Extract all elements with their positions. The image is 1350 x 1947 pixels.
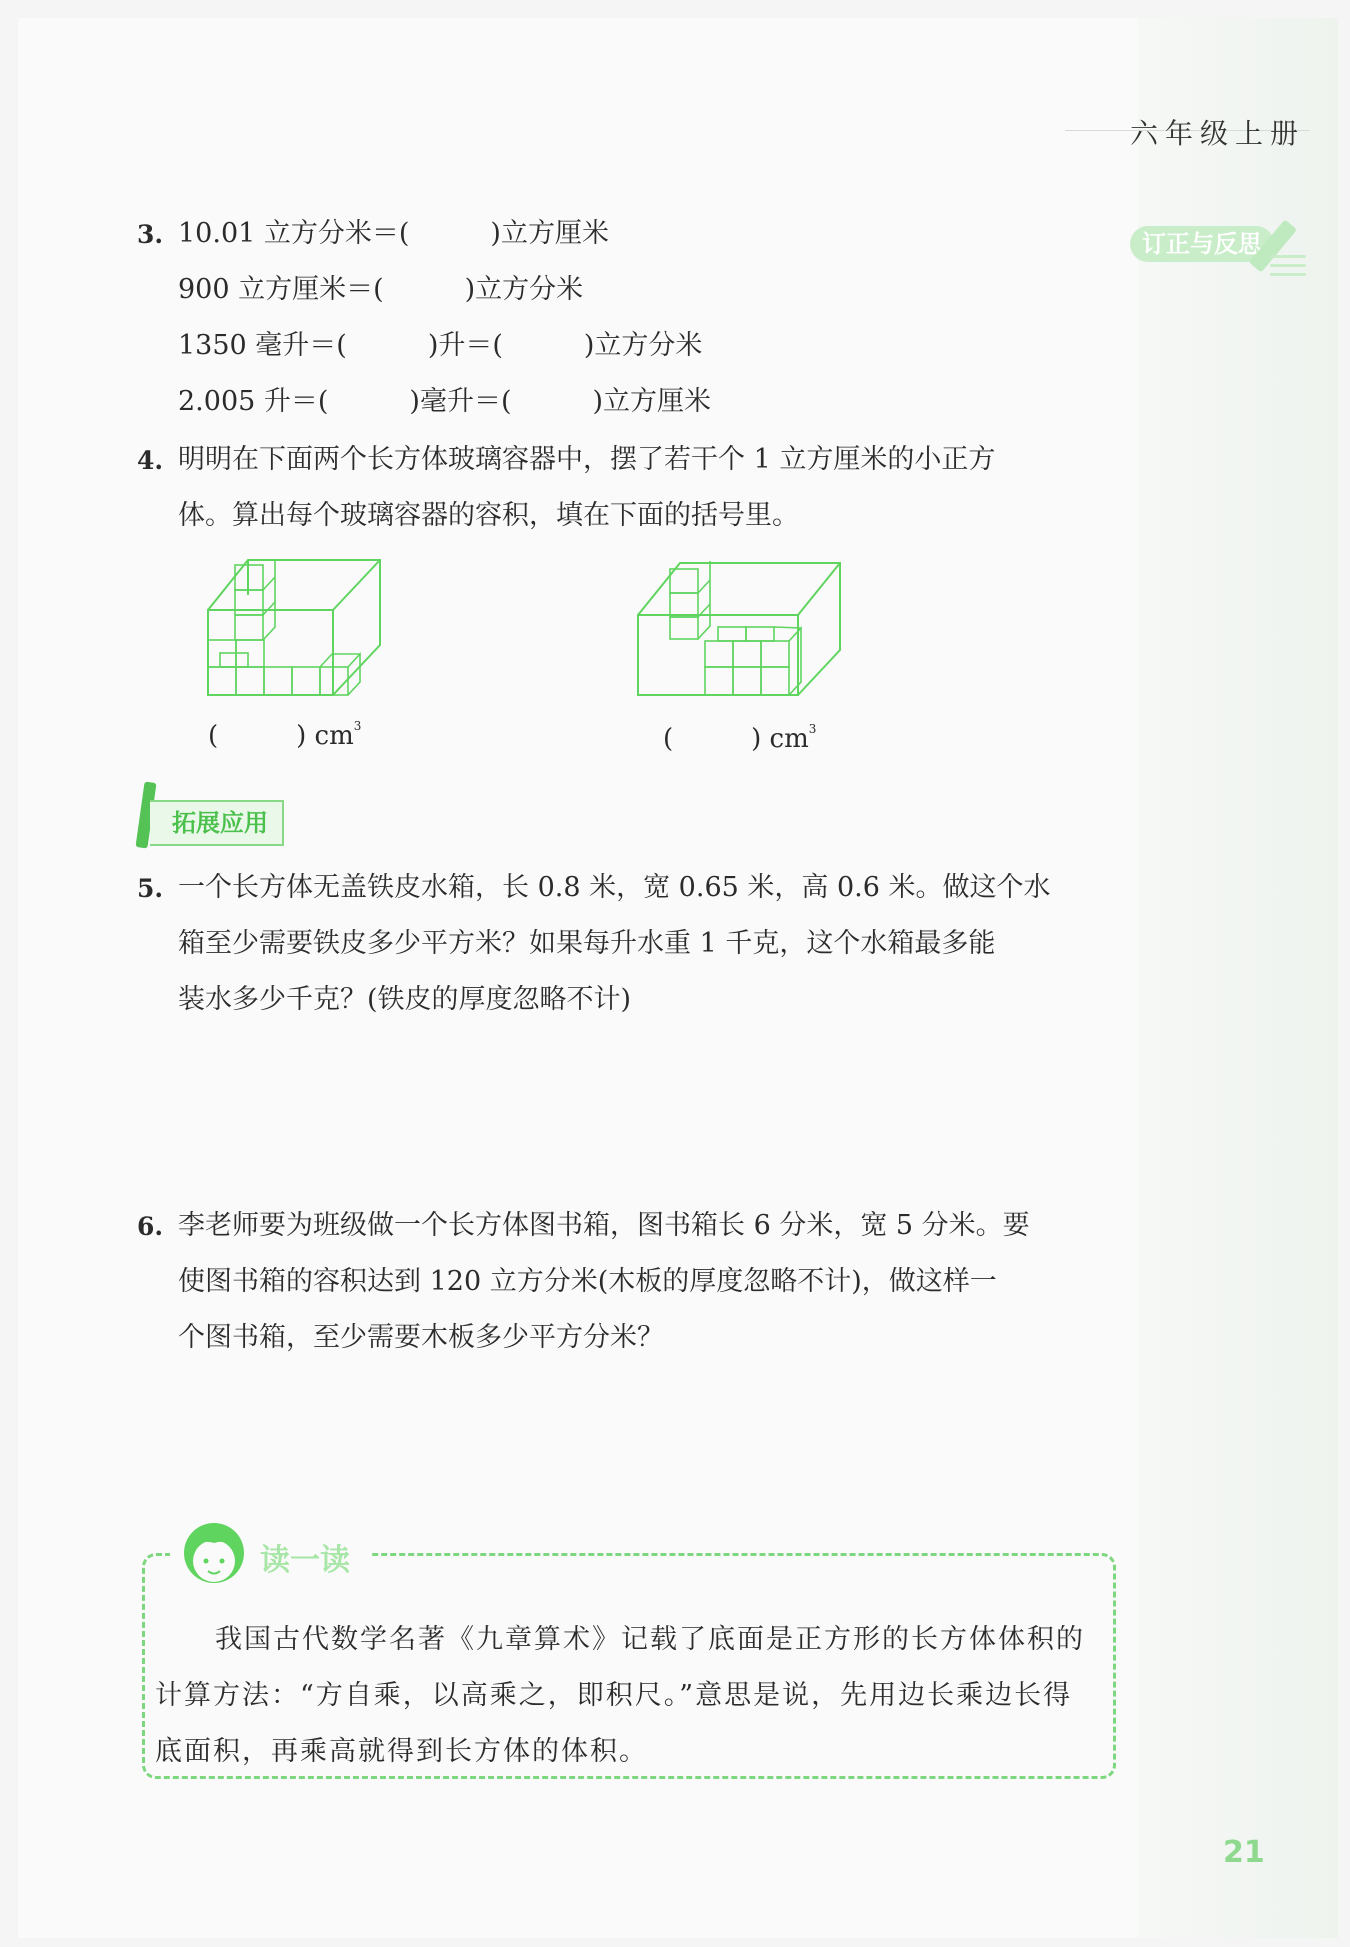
q3-line-2: 900 立方厘米＝( )立方分米 — [178, 274, 584, 305]
q4-line-2: 体。算出每个玻璃容器的容积，填在下面的括号里。 — [178, 500, 799, 531]
q3-number: 3. — [137, 220, 164, 249]
q5-line-3: 装水多少千克？(铁皮的厚度忽略不计) — [178, 984, 632, 1015]
q5-line-1: 一个长方体无盖铁皮水箱，长 0.8 米，宽 0.65 米，高 0.6 米。做这个水 — [178, 872, 1051, 903]
q6-line-2: 使图书箱的容积达到 120 立方分米(木板的厚度忽略不计)，做这样一 — [178, 1266, 997, 1297]
q3-line-4: 2.005 升＝( )毫升＝( )立方厘米 — [178, 386, 712, 417]
q4-number: 4. — [137, 446, 164, 475]
q3-line-3: 1350 毫升＝( )升＝( )立方分米 — [178, 330, 703, 361]
correction-label: 订正与反思 — [1130, 226, 1274, 262]
container-diagram-left — [200, 555, 400, 700]
correction-margin — [1138, 18, 1338, 1938]
girl-icon — [178, 1515, 250, 1593]
reading-text: 我国古代数学名著《九章算术》记载了底面是正方形的长方体体积的计算方法：“方自乘，以高乘之，即积尺。”意思是说，先用边长乘边长得底面积，再乘高就得到长方体的体积。 — [155, 1624, 1085, 1767]
page-number: 21 — [1223, 1835, 1265, 1870]
q4-answer-right: ( ) $cm^3$ — [663, 722, 817, 754]
q5-line-2: 箱至少需要铁皮多少平方米？如果每升水重 1 千克，这个水箱最多能 — [178, 928, 996, 959]
q6-line-3: 个图书箱，至少需要木板多少平方分米？ — [178, 1322, 664, 1353]
lines-icon — [1270, 255, 1306, 285]
q3-line-1: 10.01 立方分米＝( )立方厘米 — [178, 218, 609, 249]
section-title: 拓展应用 — [150, 800, 284, 846]
q6-number: 6. — [137, 1212, 164, 1241]
q4-answer-left: ( ) $cm^3$ — [208, 719, 362, 751]
reading-title: 读一读 — [260, 1543, 350, 1578]
container-diagram-right — [630, 555, 845, 700]
q5-number: 5. — [137, 874, 164, 903]
q6-line-1: 李老师要为班级做一个长方体图书箱，图书箱长 6 分米，宽 5 分米。要 — [178, 1210, 1030, 1241]
grade-label: 六年级上册 — [1130, 117, 1306, 150]
q4-line-1: 明明在下面两个长方体玻璃容器中，摆了若干个 1 立方厘米的小正方 — [178, 444, 996, 475]
